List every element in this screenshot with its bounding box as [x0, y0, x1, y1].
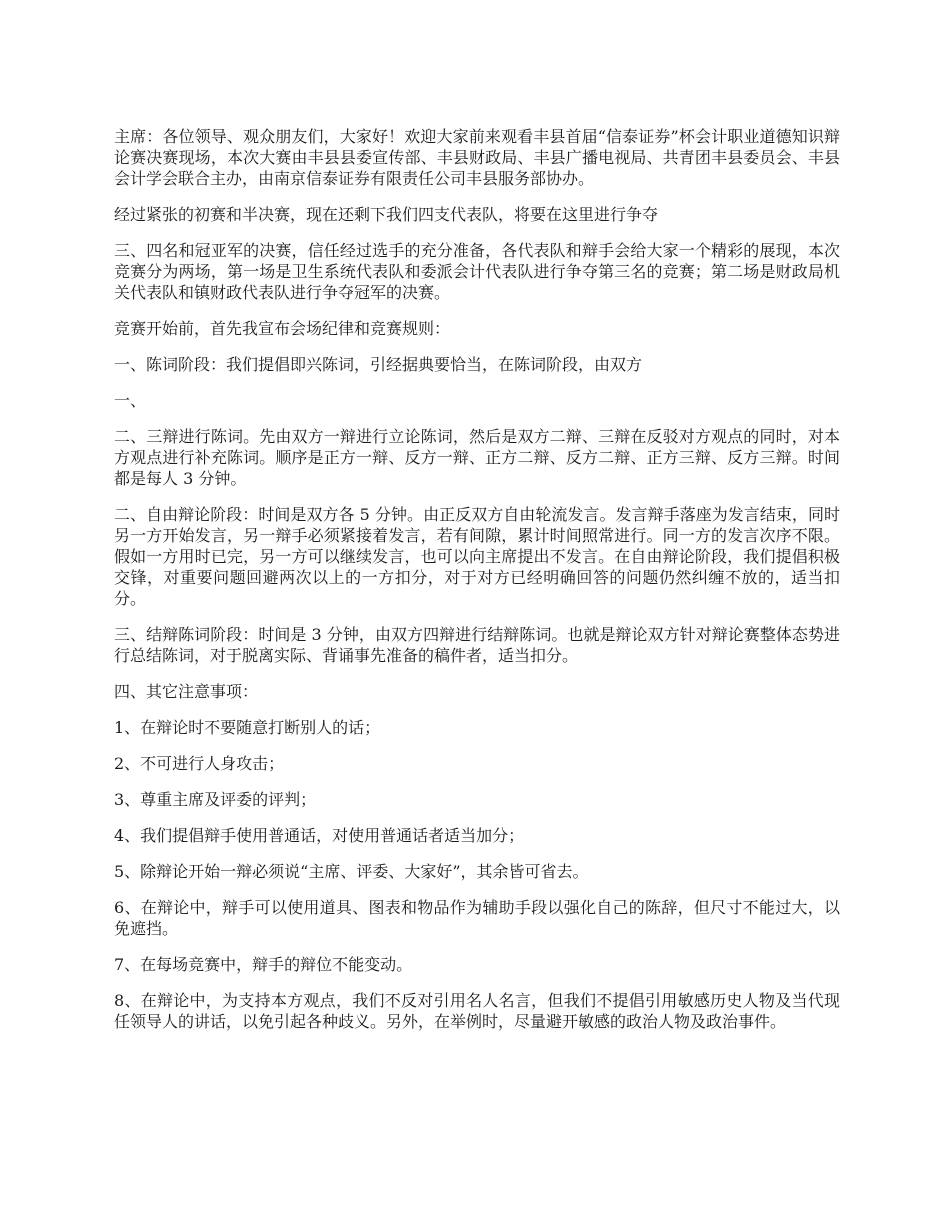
paragraph-note-4: 4、我们提倡辩手使用普通话，对使用普通话者适当加分； [114, 826, 525, 845]
paragraph-opening-remarks: 主席：各位领导、观众朋友们，大家好！欢迎大家前来观看丰县首届“信泰证券”杯会计职业道德知识辩论赛决赛现场，本次大赛由丰县县委宣传部、丰县财政局、丰县广播电视局、共青团丰县委员会、丰县会计学会联合主办，由南京信泰证券有限责任公司丰县服务部协办。 [114, 127, 840, 188]
paragraph-note-3: 3、尊重主席及评委的评判； [114, 790, 317, 809]
paragraph-closing-statement: 三、结辩陈词阶段：时间是 3 分钟，由双方四辩进行结辩陈词。也就是辩论双方针对辩论赛整体态势进行总结陈词，对于脱离实际、背诵事先准备的稿件者，适当扣分。 [114, 625, 840, 665]
paragraph-rules-intro: 竞赛开始前，首先我宣布会场纪律和竞赛规则： [114, 319, 451, 338]
paragraph-statement-stage: 一、陈词阶段：我们提倡即兴陈词，引经据典要恰当，在陈词阶段，由双方 [114, 355, 643, 374]
paragraph-statement-order: 二、三辩进行陈词。先由双方一辩进行立论陈词，然后是双方二辩、三辩在反驳对方观点的同时，对本方观点进行补充陈词。顺序是正方一辩、反方一辩、正方二辩、反方二辩、正方三辩、反方三辩。时间都是每人 3 分钟。 [114, 427, 840, 488]
document-body [114, 126, 840, 1047]
paragraph-note-5: 5、除辩论开始一辩必须说“主席、评委、大家好”，其余皆可省去。 [114, 862, 589, 881]
paragraph-fragment: 一、 [114, 391, 147, 410]
paragraph-note-7: 7、在每场竞赛中，辩手的辩位不能变动。 [114, 955, 413, 974]
paragraph-note-8: 8、在辩论中，为支持本方观点，我们不反对引用名人名言，但我们不提倡引用敏感历史人物及当代现任领导人的讲话，以免引起各种歧义。另外，在举例时，尽量避开敏感的政治人物及政治事件。 [114, 991, 840, 1031]
paragraph-note-1: 1、在辩论时不要随意打断别人的话； [114, 718, 381, 737]
paragraph-final-matches: 三、四名和冠亚军的决赛，信任经过选手的充分准备，各代表队和辩手会给大家一个精彩的展现，本次竞赛分为两场，第一场是卫生系统代表队和委派会计代表队进行争夺第三名的竞赛；第二场是财政局机关代表队和镇财政代表队进行争夺冠军的决赛。 [114, 241, 840, 302]
paragraph-note-2: 2、不可进行人身攻击； [114, 754, 285, 773]
paragraph-free-debate: 二、自由辩论阶段：时间是双方各 5 分钟。由正反双方自由轮流发言。发言辩手落座为发言结束，同时另一方开始发言，另一辩手必须紧接着发言，若有间隙，累计时间照常进行。同一方的发言次序不限。假如一方用时已完，另一方可以继续发言，也可以向主席提出不发言。在自由辩论阶段，我们提倡积极交锋，对重要问题回避两次以上的一方扣分，对于对方已经明确回答的问题仍然纠缠不放的，适当扣分。 [114, 505, 840, 608]
paragraph-note-6: 6、在辩论中，辩手可以使用道具、图表和物品作为辅助手段以强化自己的陈辞，但尺寸不能过大，以免遮挡。 [114, 898, 840, 938]
paragraph-remaining-teams: 经过紧张的初赛和半决赛，现在还剩下我们四支代表队，将要在这里进行争夺 [114, 205, 659, 224]
paragraph-other-notes-heading: 四、其它注意事项： [114, 682, 259, 701]
